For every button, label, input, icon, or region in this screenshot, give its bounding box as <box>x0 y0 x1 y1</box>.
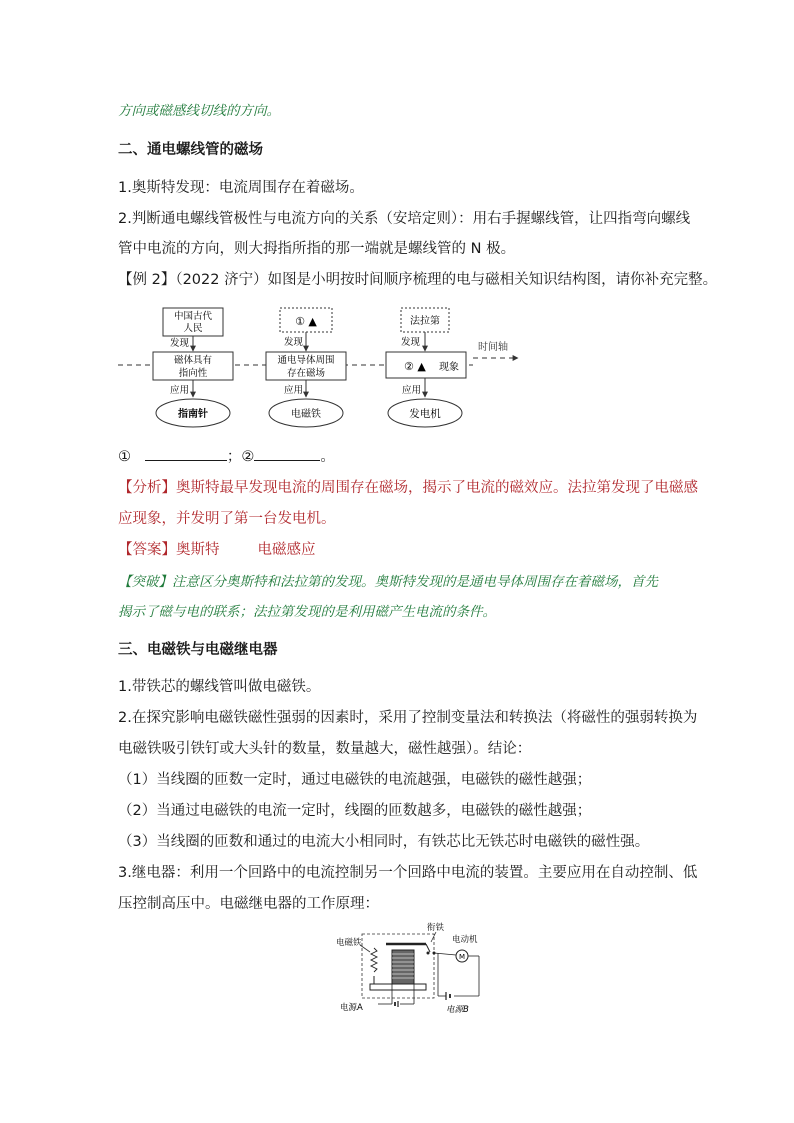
answer-line <box>118 540 316 560</box>
box-label: 中国古代 <box>173 311 213 322</box>
arrow-label: 应用 <box>170 385 190 396</box>
paragraph: 2.在探究影响电磁铁磁性强弱的因素时，采用了控制变量法和转换法（将磁性的强弱转换为 <box>118 710 698 726</box>
section-heading-2: 二、通电螺线管的磁场 <box>118 142 263 158</box>
blank-end: 。 <box>320 449 335 465</box>
answer-blanks-line <box>118 445 335 467</box>
answer-blank-1[interactable] <box>145 445 227 461</box>
blank-marker: ① <box>118 449 131 465</box>
paragraph: 管中电流的方向，则大拇指所指的那一端就是螺线管的 N 极。 <box>118 241 516 257</box>
label-armature: 衔铁 <box>427 923 445 933</box>
axis-label: 时间轴 <box>478 342 508 353</box>
box-label: 存在磁场 <box>286 368 326 379</box>
answer-blank-2[interactable] <box>254 445 320 461</box>
paragraph: 压控制高压中。电磁继电器的工作原理： <box>118 896 379 912</box>
section-heading-3: 三、电磁铁与电磁继电器 <box>118 642 278 658</box>
box-label: ② ▲ <box>404 360 426 373</box>
breakthrough-line: 【突破】注意区分奥斯特和法拉第的发现。奥斯特发现的是通电导体周围存在着磁场，首先 <box>118 574 658 590</box>
paragraph: 3.继电器：利用一个回路中的电流控制另一个回路中电流的装置。主要应用在自动控制、低 <box>118 865 698 881</box>
knowledge-structure-diagram <box>118 300 538 435</box>
relay-diagram <box>334 918 484 1016</box>
box-label: ① ▲ <box>295 315 317 328</box>
ellipse-label: 指南针 <box>178 409 208 420</box>
answer-tag: 【答案】 <box>118 542 176 558</box>
label-electromagnet: 电磁铁 <box>336 938 362 948</box>
conclusion-2: （2）当通过电磁铁的电流一定时，线圈的匝数越多，电磁铁的磁性越强； <box>118 803 592 819</box>
box-label: 法拉第 <box>410 316 440 327</box>
example-2-question: 【例 2】（2022 济宁）如图是小明按时间顺序梳理的电与磁相关知识结构图，请你补充完整。 <box>118 272 718 288</box>
analysis-text: 奥斯特最早发现电流的周围存在磁场，揭示了电流的磁效应。法拉第发现了电磁感 <box>176 480 698 496</box>
answer-1: 奥斯特 <box>176 542 220 558</box>
paragraph: 1.奥斯特发现：电流周围存在着磁场。 <box>118 180 364 196</box>
box-label: 现象 <box>439 362 459 373</box>
arrow-label: 应用 <box>284 385 304 396</box>
label-source-b: 电源B <box>446 1005 469 1015</box>
paragraph: 电磁铁吸引铁钉或大头针的数量，数量越大，磁性越强）。结论： <box>118 741 532 757</box>
answer-2: 电磁感应 <box>257 542 316 558</box>
spring-icon <box>371 948 377 972</box>
coil-icon <box>392 950 414 984</box>
box-label: 指向性 <box>178 368 208 379</box>
blank-separator: ；② <box>226 449 255 465</box>
analysis-line: 应现象，并发明了第一台发电机。 <box>118 511 336 527</box>
box-label: 通电导体周围 <box>277 355 335 366</box>
arrow-label: 应用 <box>402 385 422 396</box>
paragraph: 2.判断通电螺线管极性与电流方向的关系（安培定则）：用右手握螺线管，让四指弯向螺线 <box>118 211 691 227</box>
arrow-label: 发现 <box>170 338 190 349</box>
text-line: 方向或磁感线切线的方向。 <box>118 103 280 119</box>
analysis-line <box>118 478 698 498</box>
breakthrough-line: 揭示了磁与电的联系；法拉第发现的是利用磁产生电流的条件。 <box>118 604 496 620</box>
arrow-label: 发现 <box>401 337 421 348</box>
box-label: 磁体具有 <box>173 355 213 366</box>
ellipse-label: 发电机 <box>409 408 441 420</box>
arrow-label: 发现 <box>284 337 304 348</box>
analysis-tag: 【分析】 <box>118 480 176 496</box>
svg-text:M: M <box>458 953 466 961</box>
box-label: 人民 <box>183 323 203 334</box>
conclusion-1: （1）当线圈的匝数一定时，通过电磁铁的电流越强，电磁铁的磁性越强； <box>118 772 592 788</box>
paragraph: 1.带铁芯的螺线管叫做电磁铁。 <box>118 679 321 695</box>
label-source-a: 电源A <box>340 1003 363 1013</box>
conclusion-3: （3）当线圈的匝数和通过的电流大小相同时，有铁芯比无铁芯时电磁铁的磁性强。 <box>118 834 650 850</box>
ellipse-label: 电磁铁 <box>291 409 321 420</box>
label-motor: 电动机 <box>452 935 478 945</box>
